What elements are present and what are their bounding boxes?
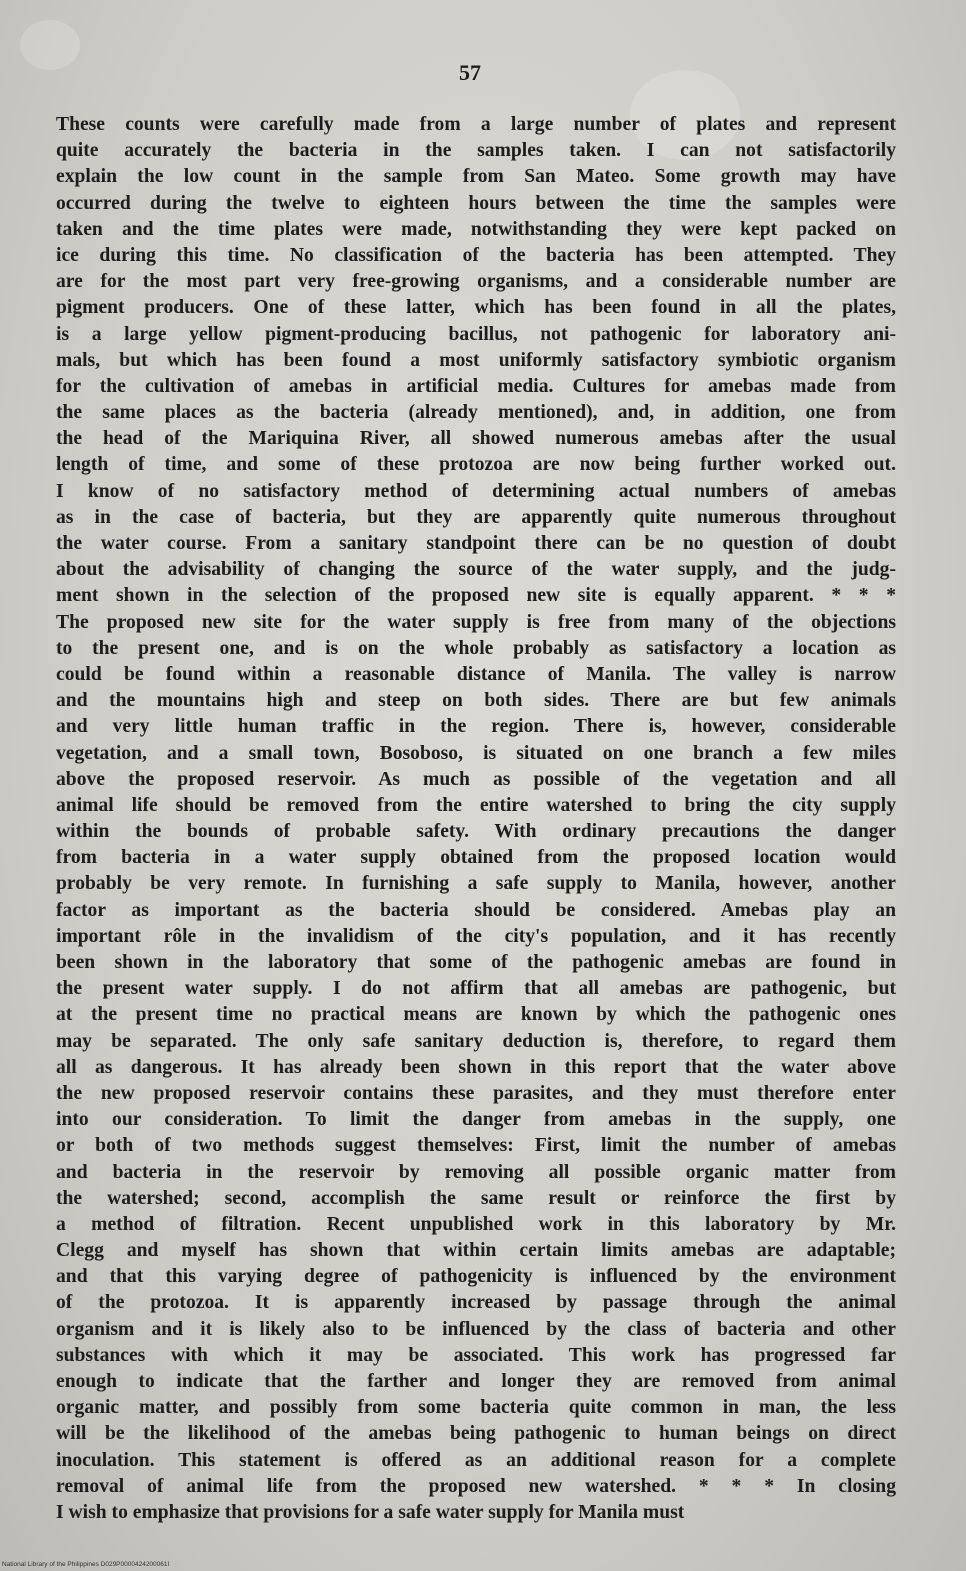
text-line: from bacteria in a water supply obtained from the proposed location would [56, 847, 896, 869]
text-line: important rôle in the invalidism of the city's population, and it has recently [56, 925, 896, 947]
text-line: above the proposed reservoir. As much as possible of the vegetation and all [56, 768, 896, 790]
text-line: the same places as the bacteria (already mentioned), and, in addition, one from [56, 402, 896, 424]
text-line: vegetation, and a small town, Bosoboso, is situated on one branch a few miles [56, 742, 896, 764]
page-number: 57 [459, 60, 481, 85]
text-line: inoculation. This statement is offered as an additional reason for a complete [56, 1449, 896, 1471]
text-line: organism and it is likely also to be influenced by the class of bacteria and other [56, 1318, 896, 1340]
text-line: are for the most part very free-growing organisms, and a considerable number are [56, 271, 896, 293]
text-line: been shown in the laboratory that some of the pathogenic amebas are found in [56, 952, 896, 973]
text-line: I wish to emphasize that provisions for a safe water supply for Manila must [56, 1501, 685, 1523]
text-line: for the cultivation of amebas in artificial media. Cultures for amebas made from [56, 375, 896, 397]
text-line: and very little human traffic in the region. There is, however, considerable [56, 716, 896, 738]
text-line: within the bounds of probable safety. With ordinary precautions the danger [56, 821, 896, 843]
text-line: about the advisability of changing the source of the water supply, and the judg- [56, 559, 896, 581]
text-line: and the mountains high and steep on both sides. There are but few animals [56, 690, 896, 712]
text-line: mals, but which has been found a most uniformly satisfactory symbiotic organism [56, 349, 896, 371]
text-line: all as dangerous. It has already been shown in this report that the water above [56, 1056, 896, 1078]
text-line: may be separated. The only safe sanitary deduction is, therefore, to regard them [56, 1030, 896, 1052]
text-line: is a large yellow pigment-producing bacillus, not pathogenic for laboratory ani- [56, 323, 896, 345]
text-line: These counts were carefully made from a large number of plates and represent [56, 114, 896, 135]
text-line: ment shown in the selection of the proposed new site is equally apparent. * * * [56, 585, 896, 607]
text-line: and that this varying degree of pathogenicity is influenced by the environment [56, 1266, 896, 1288]
text-line: of the protozoa. It is apparently increased by passage through the animal [56, 1292, 896, 1314]
text-line: the new proposed reservoir contains these parasites, and they must therefore enter [56, 1082, 896, 1104]
text-line: I know of no satisfactory method of determining actual numbers of amebas [56, 480, 896, 502]
text-line: the head of the Mariquina River, all showed numerous amebas after the usual [56, 428, 896, 450]
text-line: substances with which it may be associated. This work has progressed far [56, 1344, 896, 1366]
text-line: organic matter, and possibly from some bacteria quite common in man, the less [56, 1397, 896, 1419]
text-line: removal of animal life from the proposed new watershed. * * * In closing [56, 1475, 896, 1497]
text-line: the water course. From a sanitary standpoint there can be no question of doubt [56, 533, 896, 554]
text-line: quite accurately the bacteria in the samples taken. I can not satisfactorily [56, 140, 896, 162]
body-text [56, 112, 896, 1526]
text-line: animal life should be removed from the entire watershed to bring the city supply [56, 794, 896, 816]
text-line: could be found within a reasonable distance of Manila. The valley is narrow [56, 663, 896, 685]
text-line: explain the low count in the sample from San Mateo. Some growth may have [56, 166, 896, 188]
text-line: at the present time no practical means are known by which the pathogenic ones [56, 1004, 896, 1026]
text-line: the present water supply. I do not affirm that all amebas are pathogenic, but [56, 978, 896, 1000]
text-line: pigment producers. One of these latter, which has been found in all the plates, [56, 297, 896, 319]
text-line: ice during this time. No classification of the bacteria has been attempted. They [56, 244, 896, 266]
text-line: probably be very remote. In furnishing a safe supply to Manila, however, another [56, 873, 896, 895]
text-line: The proposed new site for the water supply is free from many of the objections [56, 611, 896, 633]
text-line: to the present one, and is on the whole probably as satisfactory a location as [56, 637, 896, 659]
text-line: a method of filtration. Recent unpublished work in this laboratory by Mr. [56, 1213, 896, 1235]
text-line: into our consideration. To limit the danger from amebas in the supply, one [56, 1109, 896, 1131]
text-line: will be the likelihood of the amebas being pathogenic to human beings on direct [56, 1423, 896, 1445]
text-line: or both of two methods suggest themselves: First, limit the number of amebas [56, 1135, 896, 1157]
text-line: Clegg and myself has shown that within certain limits amebas are adaptable; [56, 1240, 896, 1262]
text-line: and bacteria in the reservoir by removing all possible organic matter from [56, 1161, 896, 1183]
text-line: taken and the time plates were made, notwithstanding they were kept packed on [56, 218, 896, 240]
text-line: as in the case of bacteria, but they are apparently quite numerous throughout [56, 506, 896, 528]
library-footer: National Library of the Philippines D029P0000424200061I [2, 1561, 170, 1568]
text-line: factor as important as the bacteria should be considered. Amebas play an [56, 899, 896, 921]
text-line: length of time, and some of these protozoa are now being further worked out. [56, 454, 896, 476]
text-line: the watershed; second, accomplish the same result or reinforce the first by [56, 1187, 896, 1209]
text-line: enough to indicate that the farther and longer they are removed from animal [56, 1371, 896, 1392]
text-line: occurred during the twelve to eighteen hours between the time the samples were [56, 192, 896, 214]
